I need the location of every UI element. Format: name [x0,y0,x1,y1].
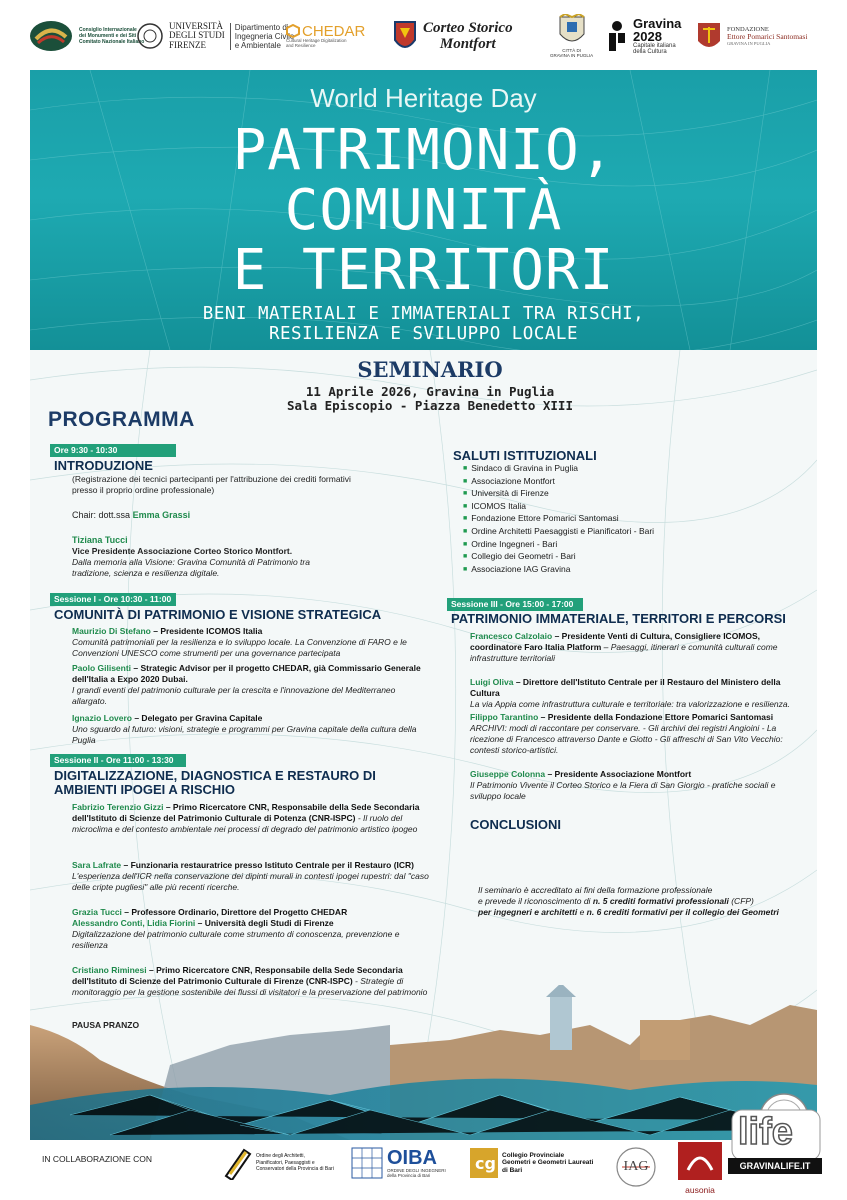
chair-name: Emma Grassi [132,510,191,520]
dicea-line: e Ambientale [234,40,282,50]
banner-title-line: E TERRITORI [232,238,615,303]
session2-title-line: DIGITALIZZAZIONE, DIAGNOSTICA E RESTAURO DI [54,768,376,783]
talk-title: Digitalizzazione del patrimonio culturale come strumento di conoscenza, prevenzione e resilienza [72,929,400,950]
session3-title: PATRIMONIO IMMATERIALE, TERRITORI E PERCORSI [451,611,786,626]
corteo-crest-icon [392,16,418,56]
fondazione-crest-icon [696,19,722,53]
saluti-item: ■ Sindaco di Gravina in Puglia [463,463,654,476]
ordine-line: Conservatori della Provincia di Bari [256,1166,334,1173]
talk-title: - Il ruolo del microclima e del contesto ambientale nei processi di degrado del patrimonio artistico ipogeo [72,813,418,834]
corteo-logo [392,14,513,58]
session1-time-tag: Sessione I - Ore 10:30 - 11:00 [50,593,176,606]
gravina2028-sub: Capitale italiana [633,42,676,49]
logo-bar [0,0,847,70]
cfp-credits: per ingegneri e architetti [478,907,578,917]
icomos-line: dei Monumenti e dei Siti [79,33,137,39]
session3-time-tag: Sessione III - Ore 15:00 - 17:00 [447,598,583,611]
speaker-role: – Delegato per Gravina Capitale [131,713,263,723]
gravina2028-mark-icon [606,19,628,53]
session2-time-tag: Sessione II - Ore 11:00 - 13:30 [50,754,186,767]
bell-tower-roof [546,985,576,997]
session1-title: COMUNITÀ DI PATRIMONIO E VISIONE STRATEGICA [54,607,382,622]
speaker-role: – Professore Ordinario, Direttore del Progetto CHEDAR [121,907,348,917]
fondazione-logo [696,14,807,58]
cfp-credits: n. 6 crediti formativi per il collegio dei Geometri [586,907,779,917]
svg-text:cg: cg [475,1154,496,1173]
oiba-logo [350,1146,446,1180]
talk-title: L'esperienza dell'ICR nella conservazione dei dipinti murali in contesti ipogei rupestri: dal "caso delle cripte pugliesi" alle più recenti ricerche. [72,871,429,892]
program-heading: PROGRAMMA [48,408,195,431]
cfp-credits: n. 5 crediti formativi professionali [592,896,729,906]
city-line: GRAVINA IN PUGLIA [550,53,594,58]
speaker-name: Filippo Tarantino [470,712,539,722]
gravina-city-logo [550,14,593,58]
cfp-line [478,896,798,907]
intro-time-tag: Ore 9:30 - 10:30 [50,444,176,457]
collegio-geometri-logo [470,1148,593,1178]
gravina2028-logo [606,14,681,58]
speaker-name: Ignazio Lovero [72,713,132,723]
intro-speaker-role: Vice Presidente Associazione Corteo Storico Montfort. [72,546,293,556]
session2-talk [72,907,432,951]
talk-title: - Strategie di monitoraggio per la gestione sostenibile dei flussi di visitatori e la preservazione del patrimonio [72,976,428,997]
ausonia-mark-icon [678,1142,722,1180]
session2-talk [72,860,432,893]
speaker-role: – Presidente della Fondazione Ettore Pomarici Santomasi [538,712,774,722]
speaker-role: – Presidente ICOMOS Italia [150,626,263,636]
saluti-item: ■ Fondazione Ettore Pomarici Santomasi [463,513,654,526]
speaker-name: Luigi Oliva [470,677,514,687]
speaker-name: Alessandro Conti, Lidia Fiorini [72,918,196,928]
unifi-line: FIRENZE [169,39,206,50]
lunch-break: PAUSA PRANZO [72,1020,140,1030]
partners-footer [0,1111,847,1200]
saluti-list [463,463,654,576]
chedar-name: CHEDAR [302,22,366,40]
speaker-role: – Direttore dell'Istituto Centrale per il Restauro del Ministero della Cultura [470,677,781,698]
gravina2028-sub: della Cultura [633,49,667,55]
ausonia-logo [678,1142,722,1195]
bell-tower [550,995,572,1050]
speaker-name: Sara Lafrate [72,860,122,870]
intro-chair [72,510,190,521]
collab-label: IN COLLABORAZIONE CON [42,1154,153,1164]
gravina-landscape-illustration [30,985,817,1140]
talk-title: Comunità patrimoniali per la resilienza e lo sviluppo locale. La Convenzione di FARO e le Convenzioni UNESCO come strumenti per una governance partecipata [72,637,407,658]
intro-talk: Dalla memoria alla Visione: Gravina Comunità di Patrimonio tra tradizione, scienza e resilienza digitale. [72,557,310,578]
talk-title: – Paesaggi, itinerari e comunità culturali come infrastrutture territoriali [470,642,778,663]
talk-title: La via Appia come infrastruttura culturale e territoriale: tra valorizzazione e resilienza. [470,699,790,709]
talk-title: I grandi eventi del patrimonio culturale per la crescita e l'innovazione del Mediterraneo allargato. [72,685,396,706]
event-date: 11 Aprile 2026, Gravina in Puglia [305,384,555,399]
icomos-logo [28,14,144,58]
iag-logo [612,1144,660,1190]
city-coat-of-arms-icon [557,14,587,48]
event-venue: Sala Episcopio - Piazza Benedetto XIII [287,398,573,413]
ordine-line: Ordine degli Architetti, [256,1153,305,1160]
life-wordmark: life [738,1111,793,1153]
event-type: SEMINARIO [357,357,503,382]
session3-talk [470,712,790,756]
session1-talk [72,626,432,659]
saluti-item: ■ Università di Firenze [463,488,654,501]
ordine-line: Pianificatori, Paesaggisti e [256,1159,315,1166]
architetti-mark-icon [222,1146,252,1180]
gravina2028-line: Gravina [633,15,682,31]
unifi-line: DEGLI STUDI [169,30,225,41]
intro-speaker: Tiziana Tucci [72,535,128,545]
icomos-line: Comitato Nazionale Italiano [79,39,145,45]
iag-text: IAG [623,1159,649,1174]
session2-talk [72,802,432,835]
cfp-line [478,907,798,918]
chedar-hex-icon [286,24,300,38]
speaker-role: – Università degli Studi di Firenze [195,918,334,928]
unifi-line: UNIVERSITÀ [169,20,223,31]
chedar-logo [286,14,365,58]
speaker-role: – Presidente Venti di Cultura, Consigliere ICOMOS, coordinatore Faro Italia Platform [470,631,761,652]
speaker-name: Maurizio Di Stefano [72,626,151,636]
corteo-line: Corteo Storico [423,20,513,36]
saluti-item: ■ Associazione IAG Gravina [463,564,654,577]
banner-title-line: COMUNITÀ [284,178,563,243]
chedar-sub: and Resilience [286,43,316,48]
session3-talk [470,631,790,664]
cfp-note [478,885,798,918]
geometri-mark-icon [470,1148,498,1178]
session1-talk [72,713,422,746]
collegio-line: Geometri e Geometri Laureati [502,1159,594,1167]
collegio-line: di Bari [502,1166,523,1174]
fondazione-sub: GRAVINA IN PUGLIA [727,40,771,46]
oiba-name: OIBA [387,1146,437,1169]
speaker-name: Fabrizio Terenzio Gizzi [72,802,164,812]
session2-title-line: AMBIENTI IPOGEI A RISCHIO [54,782,236,797]
life-site: GRAVINALIFE.IT [728,1158,822,1174]
cfp-text: e prevede il riconoscimento di [478,896,593,906]
chair-title: dott.ssa [98,510,131,520]
saluti-title: SALUTI ISTITUZIONALI [453,448,597,463]
dicea-line: Ingegneria Civile [234,31,295,41]
banner-subtitle-line: BENI MATERIALI E IMMATERIALI TRA RISCHI, [202,304,645,324]
chedar-sub: Cultural Heritage Digitalization [286,38,347,43]
speaker-role: – Funzionaria restauratrice presso Istituto Centrale per il Restauro (ICR) [121,860,414,870]
cfp-text: e [577,907,587,917]
ordine-architetti-logo [222,1146,334,1180]
banner-kicker: World Heritage Day [310,83,537,113]
oiba-sub: ORDINE DEGLI INGEGNERI [387,1167,446,1173]
oiba-sub: della Provincia di Bari [387,1173,431,1178]
city-line: CITTÀ DI [562,48,581,53]
icomos-emblem-icon [28,19,74,53]
palazzo [640,1020,690,1060]
saluti-item: ■ Associazione Montfort [463,476,654,489]
gravinalife-logo [728,1088,824,1173]
intro-title: INTRODUZIONE [54,458,153,473]
speaker-role: – Presidente Associazione Montfort [545,769,692,779]
speaker-name: Paolo Gilisenti [72,663,132,673]
unifi-seal-icon [136,22,164,50]
speaker-name: Grazia Tucci [72,907,122,917]
fondazione-line: FONDAZIONE [727,25,769,33]
title-banner [30,70,817,350]
session3-talk [470,769,790,802]
speaker-role: – Primo Ricercatore CNR, Responsabile della Sede Secondaria dell'Istituto di Scienze del Patrimonio Culturale di Firenze (CNR-ISPC) [72,965,403,986]
saluti-item: ■ Ordine Ingegneri - Bari [463,539,654,552]
collegio-line: Collegio Provinciale [502,1151,565,1159]
saluti-item: ■ Collegio dei Geometri - Bari [463,551,654,564]
speaker-name: Cristiano Riminesi [72,965,147,975]
session1-talk [72,663,432,707]
speaker-role: – Strategic Advisor per il progetto CHEDAR, già Commissario Generale dell'Italia a Expo 2020 Dubai. [72,663,421,684]
corteo-line: Montfort [439,36,496,52]
speaker-name: Giuseppe Colonna [470,769,546,779]
dicea-line: Dipartimento di [234,22,289,32]
fondazione-line: Ettore Pomarici Santomasi [727,31,808,41]
talk-title: ARCHIVI: modi di raccontare per conservare. - Gli archivi dei registri Angioini - La ricezione di Francesco attraverso Dante e Giotto - Gli affreschi di San Vito Vecchio: contesti storico-artistici. [470,723,783,755]
chair-label: Chair: [72,510,97,520]
conclusions-title: CONCLUSIONI [470,817,561,832]
gravina2028-line: 2028 [633,28,662,44]
icomos-line: Consiglio Internazionale [79,27,137,33]
banner-subtitle-line: RESILIENZA E SVILUPPO LOCALE [268,324,578,344]
saluti-item: ■ Ordine Architetti Paesaggisti e Pianificatori - Bari [463,526,654,539]
talk-title: Il Patrimonio Vivente il Corteo Storico e la Fiera di San Giorgio - pratiche sociali e sviluppo locale [470,780,776,801]
intro-note: (Registrazione dei tecnici partecipanti per l'attribuzione dei crediti formativi presso il proprio ordine professionale) [72,474,351,495]
speaker-name: Francesco Calzolaio [470,631,553,641]
oiba-grid-icon [350,1146,384,1180]
cfp-text: (CFP) [728,896,754,906]
saluti-item: ■ ICOMOS Italia [463,501,654,514]
ausonia-text: ausonia [685,1185,715,1195]
cfp-line: Il seminario è accreditato ai fini della formazione professionale [478,885,713,895]
banner-title-line: PATRIMONIO, [232,118,615,183]
unifi-logo [136,14,294,58]
speaker-role: – Primo Ricercatore CNR, Responsabile della Sede Secondaria dell'Istituto di Scienze del Patrimonio Culturale di Potenza (CNR-ISPC) [72,802,420,823]
talk-title: Uno sguardo al futuro: visioni, strategie e programmi per Gravina capitale della cultura della Puglia [72,724,417,745]
session3-talk [470,677,790,710]
